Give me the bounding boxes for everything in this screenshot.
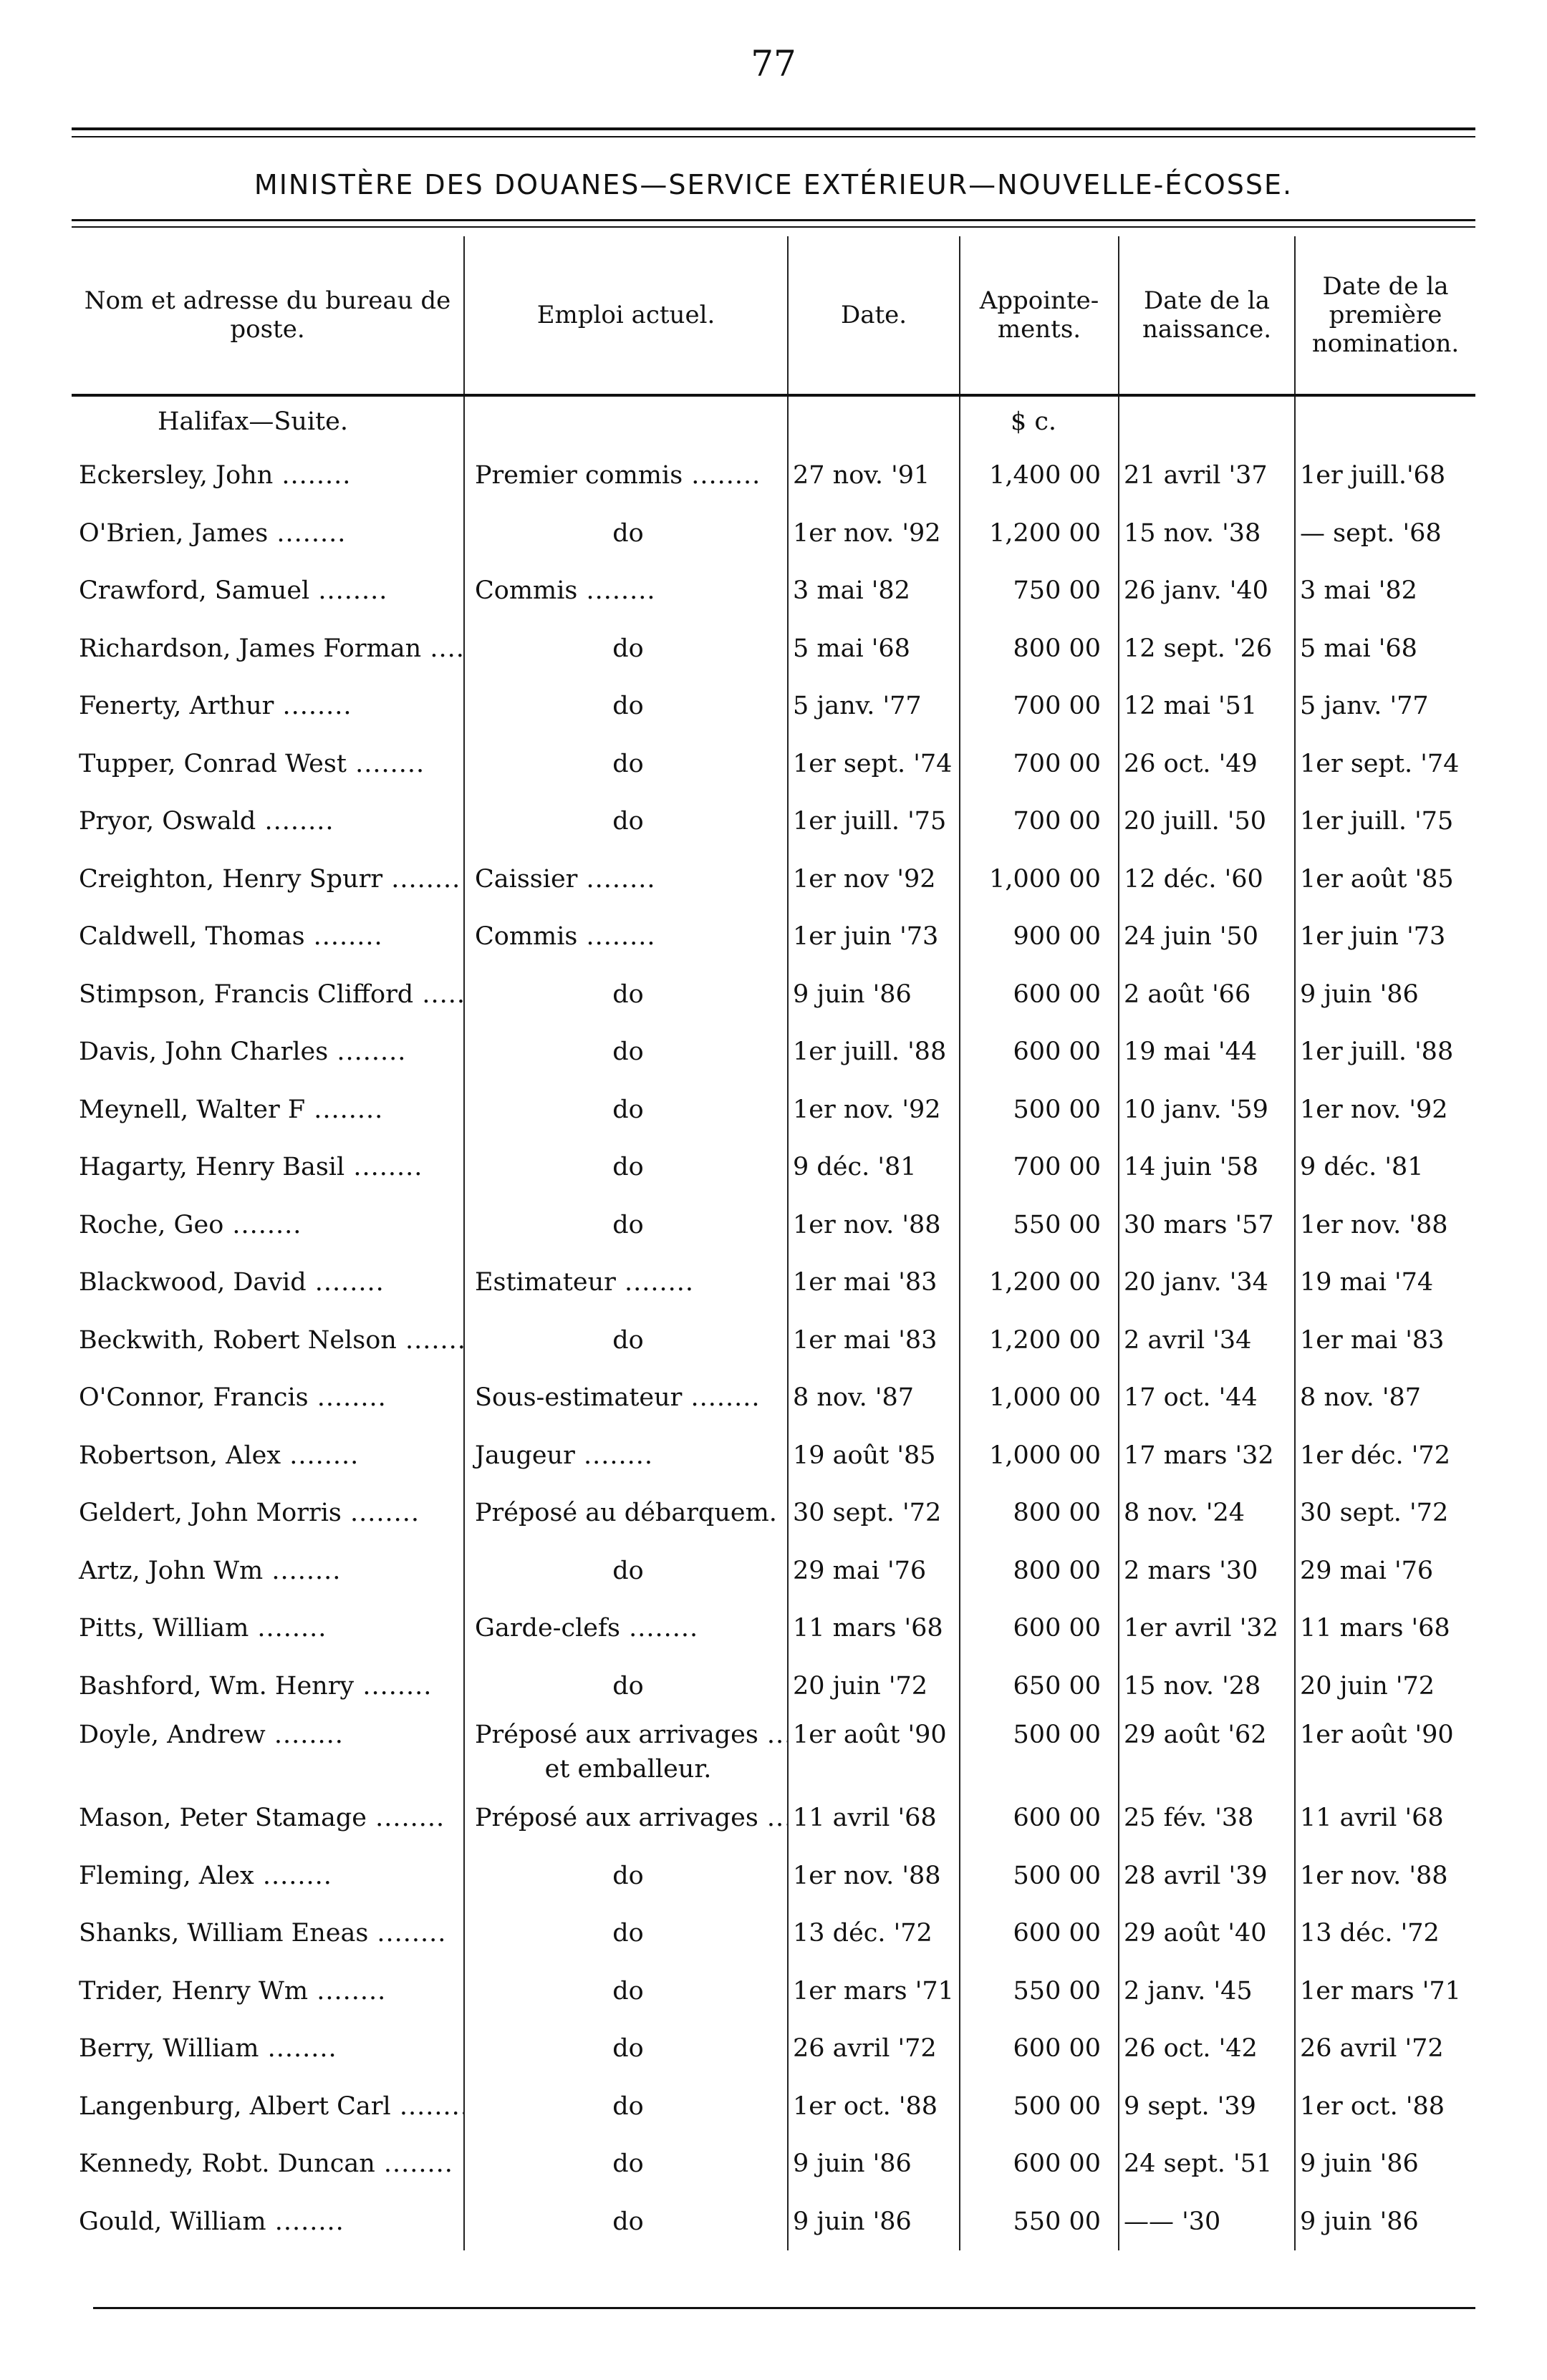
first-appointment-cell: 1er mai '83 — [1295, 1312, 1475, 1370]
salary-cell: 800 00 — [960, 1484, 1119, 1542]
first-appointment-cell: 1er juill. '75 — [1295, 793, 1475, 851]
birth-date-cell: 10 janv. '59 — [1119, 1081, 1295, 1139]
date-cell: 1er juill. '75 — [788, 793, 960, 851]
emploi-cell: do — [464, 966, 788, 1024]
birth-date-cell: 12 déc. '60 — [1119, 851, 1295, 909]
first-appointment-cell: 1er nov. '88 — [1295, 1847, 1475, 1905]
date-cell: 11 avril '68 — [788, 1789, 960, 1847]
date-cell: 26 avril '72 — [788, 2020, 960, 2078]
birth-date-cell: 24 juin '50 — [1119, 908, 1295, 966]
name-cell: Blackwood, David ..... — [72, 1254, 464, 1312]
date-cell: 1er oct. '88 — [788, 2078, 960, 2136]
name-cell: Mason, Peter Stamage ..... — [72, 1789, 464, 1847]
first-appointment-cell: 8 nov. '87 — [1295, 1369, 1475, 1427]
birth-date-cell: 12 mai '51 — [1119, 677, 1295, 735]
emploi-cell: Caissier ..... — [464, 851, 788, 909]
first-appointment-cell: 5 janv. '77 — [1295, 677, 1475, 735]
salary-cell: 1,400 00 — [960, 447, 1119, 505]
date-cell: 1er nov. '88 — [788, 1196, 960, 1254]
page-number: 77 — [751, 43, 796, 84]
name-cell: O'Brien, James ..... — [72, 505, 464, 563]
date-cell: 9 déc. '81 — [788, 1138, 960, 1196]
first-appointment-cell: 1er août '85 — [1295, 851, 1475, 909]
name-cell: Davis, John Charles ..... — [72, 1023, 464, 1081]
name-cell: Fenerty, Arthur ..... — [72, 677, 464, 735]
salary-cell: 1,200 00 — [960, 1254, 1119, 1312]
birth-date-cell: 2 avril '34 — [1119, 1312, 1295, 1370]
top-rule-thin — [72, 136, 1475, 137]
date-cell: 1er nov '92 — [788, 851, 960, 909]
name-cell: Doyle, Andrew ..... — [72, 1715, 464, 1755]
title-rule-thin — [72, 226, 1475, 228]
first-appointment-cell: — sept. '68 — [1295, 505, 1475, 563]
table-row — [72, 1023, 1475, 1081]
first-appointment-cell: 1er sept. '74 — [1295, 735, 1475, 793]
emploi-cell: do — [464, 1196, 788, 1254]
name-cell: Kennedy, Robt. Duncan ..... — [72, 2135, 464, 2193]
first-appointment-cell: 1er juin '73 — [1295, 908, 1475, 966]
salary-cell: 500 00 — [960, 1847, 1119, 1905]
first-appointment-cell: 1er mars '71 — [1295, 1963, 1475, 2021]
section-name: Halifax—Suite. — [158, 407, 348, 436]
table-row-continuation — [72, 1755, 1475, 1789]
first-appointment-cell: 1er déc. '72 — [1295, 1427, 1475, 1485]
emploi-cell: do — [464, 735, 788, 793]
name-cell: Roche, Geo ..... — [72, 1196, 464, 1254]
table-row — [72, 2078, 1475, 2136]
table-row — [72, 1312, 1475, 1370]
salary-cell: 900 00 — [960, 908, 1119, 966]
currency-label: $ c. — [960, 395, 1119, 447]
birth-date-cell: 28 avril '39 — [1119, 1847, 1295, 1905]
emploi-cell-continued: et emballeur. — [464, 1755, 788, 1789]
emploi-cell: do — [464, 1138, 788, 1196]
date-cell: 1er juill. '88 — [788, 1023, 960, 1081]
name-cell: Meynell, Walter F ..... — [72, 1081, 464, 1139]
date-cell: 1er nov. '92 — [788, 505, 960, 563]
emploi-cell: Préposé aux arrivages ..... — [464, 1789, 788, 1847]
table-row — [72, 1196, 1475, 1254]
emploi-cell: do — [464, 793, 788, 851]
salary-cell: 800 00 — [960, 1542, 1119, 1600]
name-cell: Bashford, Wm. Henry ..... — [72, 1658, 464, 1716]
first-appointment-cell: 13 déc. '72 — [1295, 1905, 1475, 1963]
date-cell: 1er août '90 — [788, 1715, 960, 1755]
first-appointment-cell: 1er oct. '88 — [1295, 2078, 1475, 2136]
table-row — [72, 2020, 1475, 2078]
salary-cell: 650 00 — [960, 1658, 1119, 1716]
first-appointment-cell: 19 mai '74 — [1295, 1254, 1475, 1312]
table-row — [72, 1847, 1475, 1905]
name-cell: Richardson, James Forman ..... — [72, 620, 464, 678]
emploi-cell: do — [464, 2193, 788, 2251]
birth-date-cell: 15 nov. '28 — [1119, 1658, 1295, 1716]
col-header-date: Date. — [788, 236, 960, 395]
salary-cell: 700 00 — [960, 793, 1119, 851]
birth-date-cell: 26 oct. '42 — [1119, 2020, 1295, 2078]
date-cell: 1er sept. '74 — [788, 735, 960, 793]
salary-cell: 1,200 00 — [960, 505, 1119, 563]
birth-date-cell: 21 avril '37 — [1119, 447, 1295, 505]
salary-cell: 550 00 — [960, 1196, 1119, 1254]
table-row — [72, 1138, 1475, 1196]
col-header-birth: Date de la naissance. — [1119, 236, 1295, 395]
date-cell: 27 nov. '91 — [788, 447, 960, 505]
birth-date-cell: 2 mars '30 — [1119, 1542, 1295, 1600]
salary-cell: 750 00 — [960, 562, 1119, 620]
bottom-rule — [93, 2307, 1475, 2309]
salary-cell: 600 00 — [960, 2020, 1119, 2078]
salary-cell: 1,000 00 — [960, 1427, 1119, 1485]
salary-cell: 800 00 — [960, 620, 1119, 678]
emploi-cell: Garde-clefs ..... — [464, 1600, 788, 1658]
table-row — [72, 2193, 1475, 2251]
table-row — [72, 908, 1475, 966]
first-appointment-cell: 1er nov. '92 — [1295, 1081, 1475, 1139]
emploi-cell: do — [464, 2135, 788, 2193]
date-cell: 3 mai '82 — [788, 562, 960, 620]
first-appointment-cell: 9 juin '86 — [1295, 966, 1475, 1024]
first-appointment-cell: 9 déc. '81 — [1295, 1138, 1475, 1196]
birth-date-cell: 30 mars '57 — [1119, 1196, 1295, 1254]
first-appointment-cell: 1er août '90 — [1295, 1715, 1475, 1755]
date-cell: 9 juin '86 — [788, 2193, 960, 2251]
birth-date-cell: 17 mars '32 — [1119, 1427, 1295, 1485]
name-cell: Artz, John Wm ..... — [72, 1542, 464, 1600]
col-header-first: Date de la première nomination. — [1295, 236, 1475, 395]
name-cell: O'Connor, Francis ..... — [72, 1369, 464, 1427]
salary-cell: 550 00 — [960, 1963, 1119, 2021]
first-appointment-cell: 9 juin '86 — [1295, 2135, 1475, 2193]
birth-date-cell: 9 sept. '39 — [1119, 2078, 1295, 2136]
salary-cell: 500 00 — [960, 1081, 1119, 1139]
emploi-cell: Commis ..... — [464, 908, 788, 966]
birth-date-cell: 1er avril '32 — [1119, 1600, 1295, 1658]
date-cell: 29 mai '76 — [788, 1542, 960, 1600]
table-row — [72, 2135, 1475, 2193]
first-appointment-cell: 1er juill.'68 — [1295, 447, 1475, 505]
first-appointment-cell: 20 juin '72 — [1295, 1658, 1475, 1716]
name-cell: Creighton, Henry Spurr ..... — [72, 851, 464, 909]
date-cell: 1er nov. '88 — [788, 1847, 960, 1905]
table-row — [72, 1542, 1475, 1600]
table-row — [72, 1658, 1475, 1716]
birth-date-cell: 2 janv. '45 — [1119, 1963, 1295, 2021]
first-appointment-cell: 3 mai '82 — [1295, 562, 1475, 620]
emploi-cell: do — [464, 620, 788, 678]
name-cell: Hagarty, Henry Basil ..... — [72, 1138, 464, 1196]
section-row — [72, 395, 1475, 447]
birth-date-cell: 26 oct. '49 — [1119, 735, 1295, 793]
title-rule — [72, 219, 1475, 221]
date-cell: 20 juin '72 — [788, 1658, 960, 1716]
birth-date-cell: 25 fév. '38 — [1119, 1789, 1295, 1847]
name-cell: Stimpson, Francis Clifford ..... — [72, 966, 464, 1024]
first-appointment-cell: 9 juin '86 — [1295, 2193, 1475, 2251]
birth-date-cell: 2 août '66 — [1119, 966, 1295, 1024]
date-cell: 30 sept. '72 — [788, 1484, 960, 1542]
first-appointment-cell: 1er nov. '88 — [1295, 1196, 1475, 1254]
emploi-cell: do — [464, 2078, 788, 2136]
table-header — [72, 236, 1475, 395]
first-appointment-cell: 29 mai '76 — [1295, 1542, 1475, 1600]
name-cell: Pitts, William ..... — [72, 1600, 464, 1658]
first-appointment-cell: 11 mars '68 — [1295, 1600, 1475, 1658]
salary-cell: 700 00 — [960, 735, 1119, 793]
name-cell: Caldwell, Thomas ..... — [72, 908, 464, 966]
salary-cell: 500 00 — [960, 1715, 1119, 1755]
date-cell: 13 déc. '72 — [788, 1905, 960, 1963]
salary-cell: 700 00 — [960, 677, 1119, 735]
emploi-cell: do — [464, 1023, 788, 1081]
birth-date-cell: 29 août '62 — [1119, 1715, 1295, 1755]
emploi-cell: do — [464, 2020, 788, 2078]
date-cell: 1er mai '83 — [788, 1312, 960, 1370]
name-cell: Crawford, Samuel ..... — [72, 562, 464, 620]
salary-cell: 600 00 — [960, 1905, 1119, 1963]
emploi-cell: do — [464, 1542, 788, 1600]
birth-date-cell: 19 mai '44 — [1119, 1023, 1295, 1081]
date-cell: 1er mars '71 — [788, 1963, 960, 2021]
col-header-salary: Appointe-ments. — [960, 236, 1119, 395]
emploi-cell: do — [464, 505, 788, 563]
table-row — [72, 735, 1475, 793]
table-row — [72, 1600, 1475, 1658]
emploi-cell: do — [464, 1905, 788, 1963]
salary-cell: 550 00 — [960, 2193, 1119, 2251]
col-header-name: Nom et adresse du bureau de poste. — [72, 236, 464, 395]
emploi-cell: Préposé au débarquem. ..... — [464, 1484, 788, 1542]
birth-date-cell: 26 janv. '40 — [1119, 562, 1295, 620]
emploi-cell: Estimateur ..... — [464, 1254, 788, 1312]
birth-date-cell: 20 janv. '34 — [1119, 1254, 1295, 1312]
date-cell: 5 janv. '77 — [788, 677, 960, 735]
date-cell: 1er juin '73 — [788, 908, 960, 966]
birth-date-cell: 12 sept. '26 — [1119, 620, 1295, 678]
col-header-emploi: Emploi actuel. — [464, 236, 788, 395]
salary-cell: 600 00 — [960, 1789, 1119, 1847]
table-row — [72, 1254, 1475, 1312]
first-appointment-cell: 26 avril '72 — [1295, 2020, 1475, 2078]
date-cell: 1er mai '83 — [788, 1254, 960, 1312]
name-cell: Berry, William ..... — [72, 2020, 464, 2078]
table-row — [72, 1963, 1475, 2021]
salary-cell: 1,200 00 — [960, 1312, 1119, 1370]
table-row — [72, 677, 1475, 735]
table-row — [72, 620, 1475, 678]
emploi-cell: do — [464, 677, 788, 735]
table-row — [72, 1484, 1475, 1542]
name-cell: Shanks, William Eneas ..... — [72, 1905, 464, 1963]
date-cell: 5 mai '68 — [788, 620, 960, 678]
page-title: MINISTÈRE DES DOUANES—SERVICE EXTÉRIEUR—NOUVELLE-ÉCOSSE. — [254, 169, 1293, 200]
table-row — [72, 1789, 1475, 1847]
salary-cell: 600 00 — [960, 2135, 1119, 2193]
table-row — [72, 1369, 1475, 1427]
first-appointment-cell: 30 sept. '72 — [1295, 1484, 1475, 1542]
emploi-cell: do — [464, 1963, 788, 2021]
table-row — [72, 505, 1475, 563]
salary-cell: 1,000 00 — [960, 1369, 1119, 1427]
date-cell: 9 juin '86 — [788, 2135, 960, 2193]
salary-cell: 500 00 — [960, 2078, 1119, 2136]
emploi-cell: Préposé aux arrivages ..... — [464, 1715, 788, 1755]
table-row — [72, 966, 1475, 1024]
birth-date-cell: 29 août '40 — [1119, 1905, 1295, 1963]
salary-cell: 700 00 — [960, 1138, 1119, 1196]
date-cell: 11 mars '68 — [788, 1600, 960, 1658]
name-cell: Fleming, Alex ..... — [72, 1847, 464, 1905]
table-row — [72, 1427, 1475, 1485]
birth-date-cell: 24 sept. '51 — [1119, 2135, 1295, 2193]
emploi-cell: Commis ..... — [464, 562, 788, 620]
name-cell: Geldert, John Morris ..... — [72, 1484, 464, 1542]
name-cell: Gould, William ..... — [72, 2193, 464, 2251]
table-row — [72, 793, 1475, 851]
emploi-cell: do — [464, 1847, 788, 1905]
birth-date-cell: —— '30 — [1119, 2193, 1295, 2251]
top-rule — [72, 127, 1475, 130]
date-cell: 8 nov. '87 — [788, 1369, 960, 1427]
birth-date-cell: 20 juill. '50 — [1119, 793, 1295, 851]
emploi-cell: do — [464, 1312, 788, 1370]
emploi-cell: do — [464, 1658, 788, 1716]
salary-cell: 1,000 00 — [960, 851, 1119, 909]
birth-date-cell: 17 oct. '44 — [1119, 1369, 1295, 1427]
name-cell: Robertson, Alex ..... — [72, 1427, 464, 1485]
first-appointment-cell: 11 avril '68 — [1295, 1789, 1475, 1847]
emploi-cell: do — [464, 1081, 788, 1139]
name-cell: Tupper, Conrad West ..... — [72, 735, 464, 793]
table-row — [72, 1715, 1475, 1755]
date-cell: 9 juin '86 — [788, 966, 960, 1024]
emploi-cell: Premier commis ..... — [464, 447, 788, 505]
name-cell: Langenburg, Albert Carl ..... — [72, 2078, 464, 2136]
salary-cell: 600 00 — [960, 1600, 1119, 1658]
table-row — [72, 1081, 1475, 1139]
emploi-cell: Jaugeur ..... — [464, 1427, 788, 1485]
name-cell: Beckwith, Robert Nelson ..... — [72, 1312, 464, 1370]
name-cell: Eckersley, John ..... — [72, 447, 464, 505]
table-row — [72, 562, 1475, 620]
salary-cell: 600 00 — [960, 966, 1119, 1024]
table-row — [72, 851, 1475, 909]
birth-date-cell: 8 nov. '24 — [1119, 1484, 1295, 1542]
name-cell: Pryor, Oswald ..... — [72, 793, 464, 851]
staff-table — [72, 236, 1475, 2250]
birth-date-cell: 15 nov. '38 — [1119, 505, 1295, 563]
first-appointment-cell: 5 mai '68 — [1295, 620, 1475, 678]
date-cell: 1er nov. '92 — [788, 1081, 960, 1139]
birth-date-cell: 14 juin '58 — [1119, 1138, 1295, 1196]
name-cell: Trider, Henry Wm ..... — [72, 1963, 464, 2021]
first-appointment-cell: 1er juill. '88 — [1295, 1023, 1475, 1081]
salary-cell: 600 00 — [960, 1023, 1119, 1081]
table-row — [72, 1905, 1475, 1963]
table-row — [72, 447, 1475, 505]
emploi-cell: Sous-estimateur ..... — [464, 1369, 788, 1427]
date-cell: 19 août '85 — [788, 1427, 960, 1485]
